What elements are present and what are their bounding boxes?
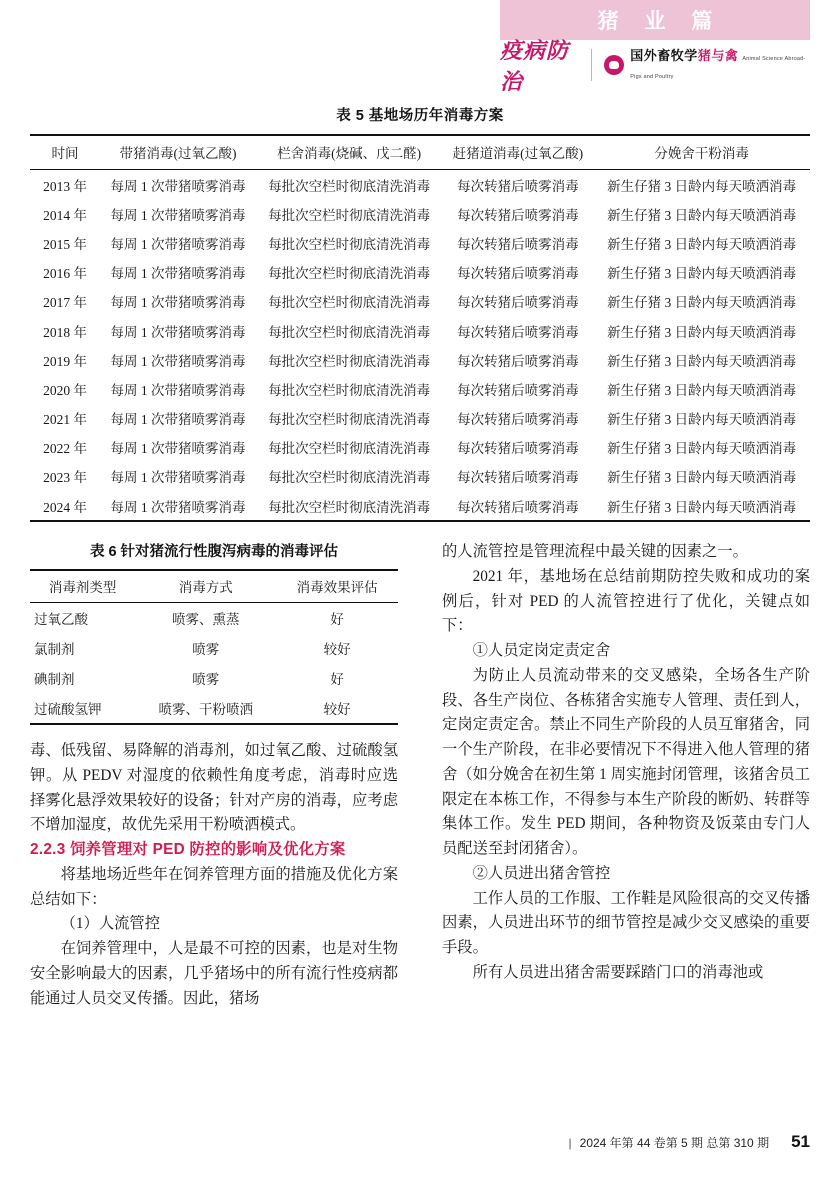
table5-cell: 每周 1 次带猪喷雾消毒 [110, 353, 246, 369]
table5-cell: 新生仔猪 3 日龄内每天喷洒消毒 [607, 236, 797, 252]
table-row [30, 170, 810, 200]
table5-cell: 每次转猪后喷雾消毒 [457, 295, 579, 311]
right-column [442, 540, 810, 986]
table5-cell: 每批次空栏时彻底清洗消毒 [268, 499, 431, 515]
table6-header-cell: 消毒效果评估 [296, 580, 378, 595]
table5-cell: 2022 年 [43, 441, 87, 457]
table6-cell: 好 [330, 672, 344, 687]
table5-cell: 每批次空栏时彻底清洗消毒 [268, 382, 431, 398]
table6-cell: 较好 [323, 642, 351, 657]
table5-cell: 每批次空栏时彻底清洗消毒 [268, 353, 431, 369]
paragraph: ①人员定岗定责定舍 [472, 642, 611, 660]
table-row [30, 228, 810, 257]
table5 [30, 134, 810, 522]
table-row [30, 663, 398, 693]
table5-header-cell: 栏舍消毒(烧碱、戊二醛) [277, 146, 422, 161]
logo-cn-1: 国外畜牧学 [630, 48, 698, 64]
table6-head [30, 570, 398, 603]
masthead-row [500, 38, 810, 94]
subsection-heading: 2.2.3 饲养管理对 PED 防控的影响及优化方案 [30, 841, 346, 859]
paragraph: 将基地场近些年在饲养管理方面的措施及优化方案总结如下： [30, 865, 398, 908]
table5-section [30, 104, 810, 522]
table5-cell: 新生仔猪 3 日龄内每天喷洒消毒 [607, 353, 797, 369]
table-row [30, 693, 398, 724]
table6-cell: 氯制剂 [34, 642, 75, 657]
table6-cell: 喷雾 [192, 642, 220, 657]
table-row [30, 462, 810, 491]
table5-cell: 2017 年 [43, 295, 87, 311]
table5-cell: 每批次空栏时彻底清洗消毒 [268, 470, 431, 486]
paragraph: ②人员进出猪舍管控 [472, 864, 611, 882]
table5-cell: 2015 年 [43, 236, 87, 252]
table5-cell: 每次转猪后喷雾消毒 [457, 470, 579, 486]
table6-body [30, 603, 398, 725]
table5-cell: 每次转猪后喷雾消毒 [457, 207, 579, 223]
table5-cell: 每周 1 次带猪喷雾消毒 [110, 178, 246, 194]
table6-cell: 过氧乙酸 [34, 612, 88, 627]
paragraph: 为防止人员流动带来的交叉感染，全场各生产阶段、各生产岗位、各栋猪舍实施专人管理、责任到人，定岗定责定舍。禁止不同生产阶段的人员互窜猪舍，同一个生产阶段，在非必要情况下不得进入他人管理的猪舍（如分娩舍在初生第 1 周实施封闭管理，该猪舍员工限定在本栋工作，不得参与本生产阶段的断奶、转群等集体工作。发生 PED 期间，各种物资及饭菜由专门人员配送至封闭猪舍）。 [442, 666, 810, 858]
table5-cell: 每批次空栏时彻底清洗消毒 [268, 178, 431, 194]
table6-cell: 喷雾 [192, 672, 220, 687]
table5-cell: 新生仔猪 3 日龄内每天喷洒消毒 [607, 178, 797, 194]
table5-cell: 每批次空栏时彻底清洗消毒 [268, 236, 431, 252]
table5-cell: 新生仔猪 3 日龄内每天喷洒消毒 [607, 441, 797, 457]
paragraph: 2021 年，基地场在总结前期防控失败和成功的案例后，针对 PED 的人流管控进行了优化，关键点如下： [442, 567, 810, 635]
table5-cell: 新生仔猪 3 日龄内每天喷洒消毒 [607, 382, 797, 398]
table5-cell: 每次转猪后喷雾消毒 [457, 178, 579, 194]
table-row [30, 287, 810, 316]
paragraph: （1）人流管控 [60, 915, 161, 933]
table5-caption: 表 5 基地场历年消毒方案 [336, 108, 504, 124]
page-footer [569, 1132, 810, 1152]
table5-cell: 新生仔猪 3 日龄内每天喷洒消毒 [607, 470, 797, 486]
table-row [30, 633, 398, 663]
table5-header-cell: 赶猪道消毒(过氧乙酸) [452, 146, 584, 161]
table5-cell: 2020 年 [43, 382, 87, 398]
table5-cell: 新生仔猪 3 日龄内每天喷洒消毒 [607, 324, 797, 340]
table5-cell: 每批次空栏时彻底清洗消毒 [268, 295, 431, 311]
left-column [30, 540, 398, 1011]
table-row [30, 345, 810, 374]
paragraph: 所有人员进出猪舍需要踩踏门口的消毒池或 [472, 964, 764, 982]
table5-header-cell: 时间 [51, 146, 79, 161]
table5-cell: 每次转猪后喷雾消毒 [457, 236, 579, 252]
table5-header-cell: 带猪消毒(过氧乙酸) [119, 146, 237, 161]
table5-cell: 每周 1 次带猪喷雾消毒 [110, 207, 246, 223]
table5-cell: 每周 1 次带猪喷雾消毒 [110, 441, 246, 457]
table-row [30, 258, 810, 287]
table6-header-cell: 消毒方式 [178, 580, 233, 595]
table5-cell: 新生仔猪 3 日龄内每天喷洒消毒 [607, 412, 797, 428]
table6-cell: 喷雾、干粉喷洒 [158, 702, 253, 717]
logo-text [630, 47, 810, 82]
table5-cell: 每次转猪后喷雾消毒 [457, 266, 579, 282]
masthead-banner-text: 猪 业 篇 [597, 10, 723, 33]
right-column-text [442, 540, 810, 986]
table5-cell: 每次转猪后喷雾消毒 [457, 324, 579, 340]
table5-cell: 每批次空栏时彻底清洗消毒 [268, 412, 431, 428]
paragraph: 的人流管控是管理流程中最关键的因素之一。 [442, 543, 748, 560]
table5-cell: 每周 1 次带猪喷雾消毒 [110, 266, 246, 282]
table5-cell: 每批次空栏时彻底清洗消毒 [268, 324, 431, 340]
table-row [30, 316, 810, 345]
paragraph: 工作人员的工作服、工作鞋是风险很高的交叉传播因素，人员进出环节的细节管控是减少交叉感染的重要手段。 [442, 889, 810, 957]
table5-cell: 新生仔猪 3 日龄内每天喷洒消毒 [607, 295, 797, 311]
table6-cell: 喷雾、熏蒸 [172, 612, 240, 627]
table5-cell: 2024 年 [43, 499, 87, 515]
table5-cell: 每周 1 次带猪喷雾消毒 [110, 412, 246, 428]
left-column-text [30, 739, 398, 1011]
paragraph: 在饲养管理中，人是最不可控的因素，也是对生物安全影响最大的因素，几乎猪场中的所有流行性疫病都能通过人员交叉传播。因此，猪场 [30, 940, 398, 1007]
table6-caption: 表 6 针对猪流行性腹泻病毒的消毒评估 [89, 544, 339, 560]
table5-body [30, 170, 810, 522]
table-row [30, 374, 810, 403]
masthead [500, 0, 810, 94]
table5-cell: 新生仔猪 3 日龄内每天喷洒消毒 [607, 266, 797, 282]
table6 [30, 569, 398, 725]
table-row [30, 433, 810, 462]
table5-cell: 每次转猪后喷雾消毒 [457, 353, 579, 369]
table5-cell: 新生仔猪 3 日龄内每天喷洒消毒 [607, 499, 797, 515]
table5-cell: 2016 年 [43, 266, 87, 282]
paragraph: 毒、低残留、易降解的消毒剂，如过氧乙酸、过硫酸氢钾。从 PEDV 对湿度的依赖性角度考虑，消毒时应选择雾化悬浮效果较好的设备；针对产房的消毒，应考虑不增加湿度，故优先采用干粉喷洒模式。 [30, 742, 398, 834]
table5-cell: 每周 1 次带猪喷雾消毒 [110, 295, 246, 311]
table5-header-row [30, 135, 810, 170]
body-columns [30, 540, 810, 1140]
table5-cell: 新生仔猪 3 日龄内每天喷洒消毒 [607, 207, 797, 223]
table5-cell: 每周 1 次带猪喷雾消毒 [110, 324, 246, 340]
table5-cell: 2018 年 [43, 324, 87, 340]
table6-cell: 较好 [323, 702, 351, 717]
table5-cell: 每周 1 次带猪喷雾消毒 [110, 499, 246, 515]
table5-cell: 2013 年 [43, 178, 87, 194]
table-row [30, 199, 810, 228]
table5-cell: 每周 1 次带猪喷雾消毒 [110, 470, 246, 486]
table5-cell: 每批次空栏时彻底清洗消毒 [268, 207, 431, 223]
table6-header-cell: 消毒剂类型 [48, 580, 117, 595]
table5-cell: 2023 年 [43, 470, 87, 486]
table5-cell: 每次转猪后喷雾消毒 [457, 382, 579, 398]
table5-cell: 每周 1 次带猪喷雾消毒 [110, 236, 246, 252]
table5-cell: 每次转猪后喷雾消毒 [457, 499, 579, 515]
table5-cell: 2019 年 [43, 353, 87, 369]
logo-cn-2: 猪与禽 [697, 48, 739, 64]
pig-logo-icon [604, 55, 624, 75]
table5-head [30, 135, 810, 170]
table5-cell: 2014 年 [43, 207, 87, 223]
table-row [30, 404, 810, 433]
table5-cell: 每次转猪后喷雾消毒 [457, 441, 579, 457]
table6-header-row [30, 570, 398, 603]
table5-cell: 每次转猪后喷雾消毒 [457, 412, 579, 428]
page-number: 51 [791, 1132, 810, 1151]
logo-cn-line [630, 48, 738, 63]
table-row [30, 491, 810, 521]
footer-separator: | [568, 1136, 572, 1150]
table6-cell: 碘制剂 [34, 672, 75, 687]
journal-logo [592, 47, 810, 82]
table5-header-cell: 分娩舍干粉消毒 [654, 146, 749, 161]
logo-en-line: Animal Science Abroad-Pigs and Poultry [630, 56, 806, 80]
table5-cell: 2021 年 [43, 412, 87, 428]
table6-cell: 好 [330, 612, 344, 627]
table-row [30, 603, 398, 634]
table6-cell: 过硫酸氢钾 [34, 702, 102, 717]
table5-cell: 每周 1 次带猪喷雾消毒 [110, 382, 246, 398]
footer-issue-info: 2024 年第 44 卷第 5 期 总第 310 期 [579, 1136, 770, 1150]
section-title: 疫病防治 [500, 38, 570, 94]
table5-cell: 每批次空栏时彻底清洗消毒 [268, 266, 431, 282]
table5-cell: 每批次空栏时彻底清洗消毒 [268, 441, 431, 457]
